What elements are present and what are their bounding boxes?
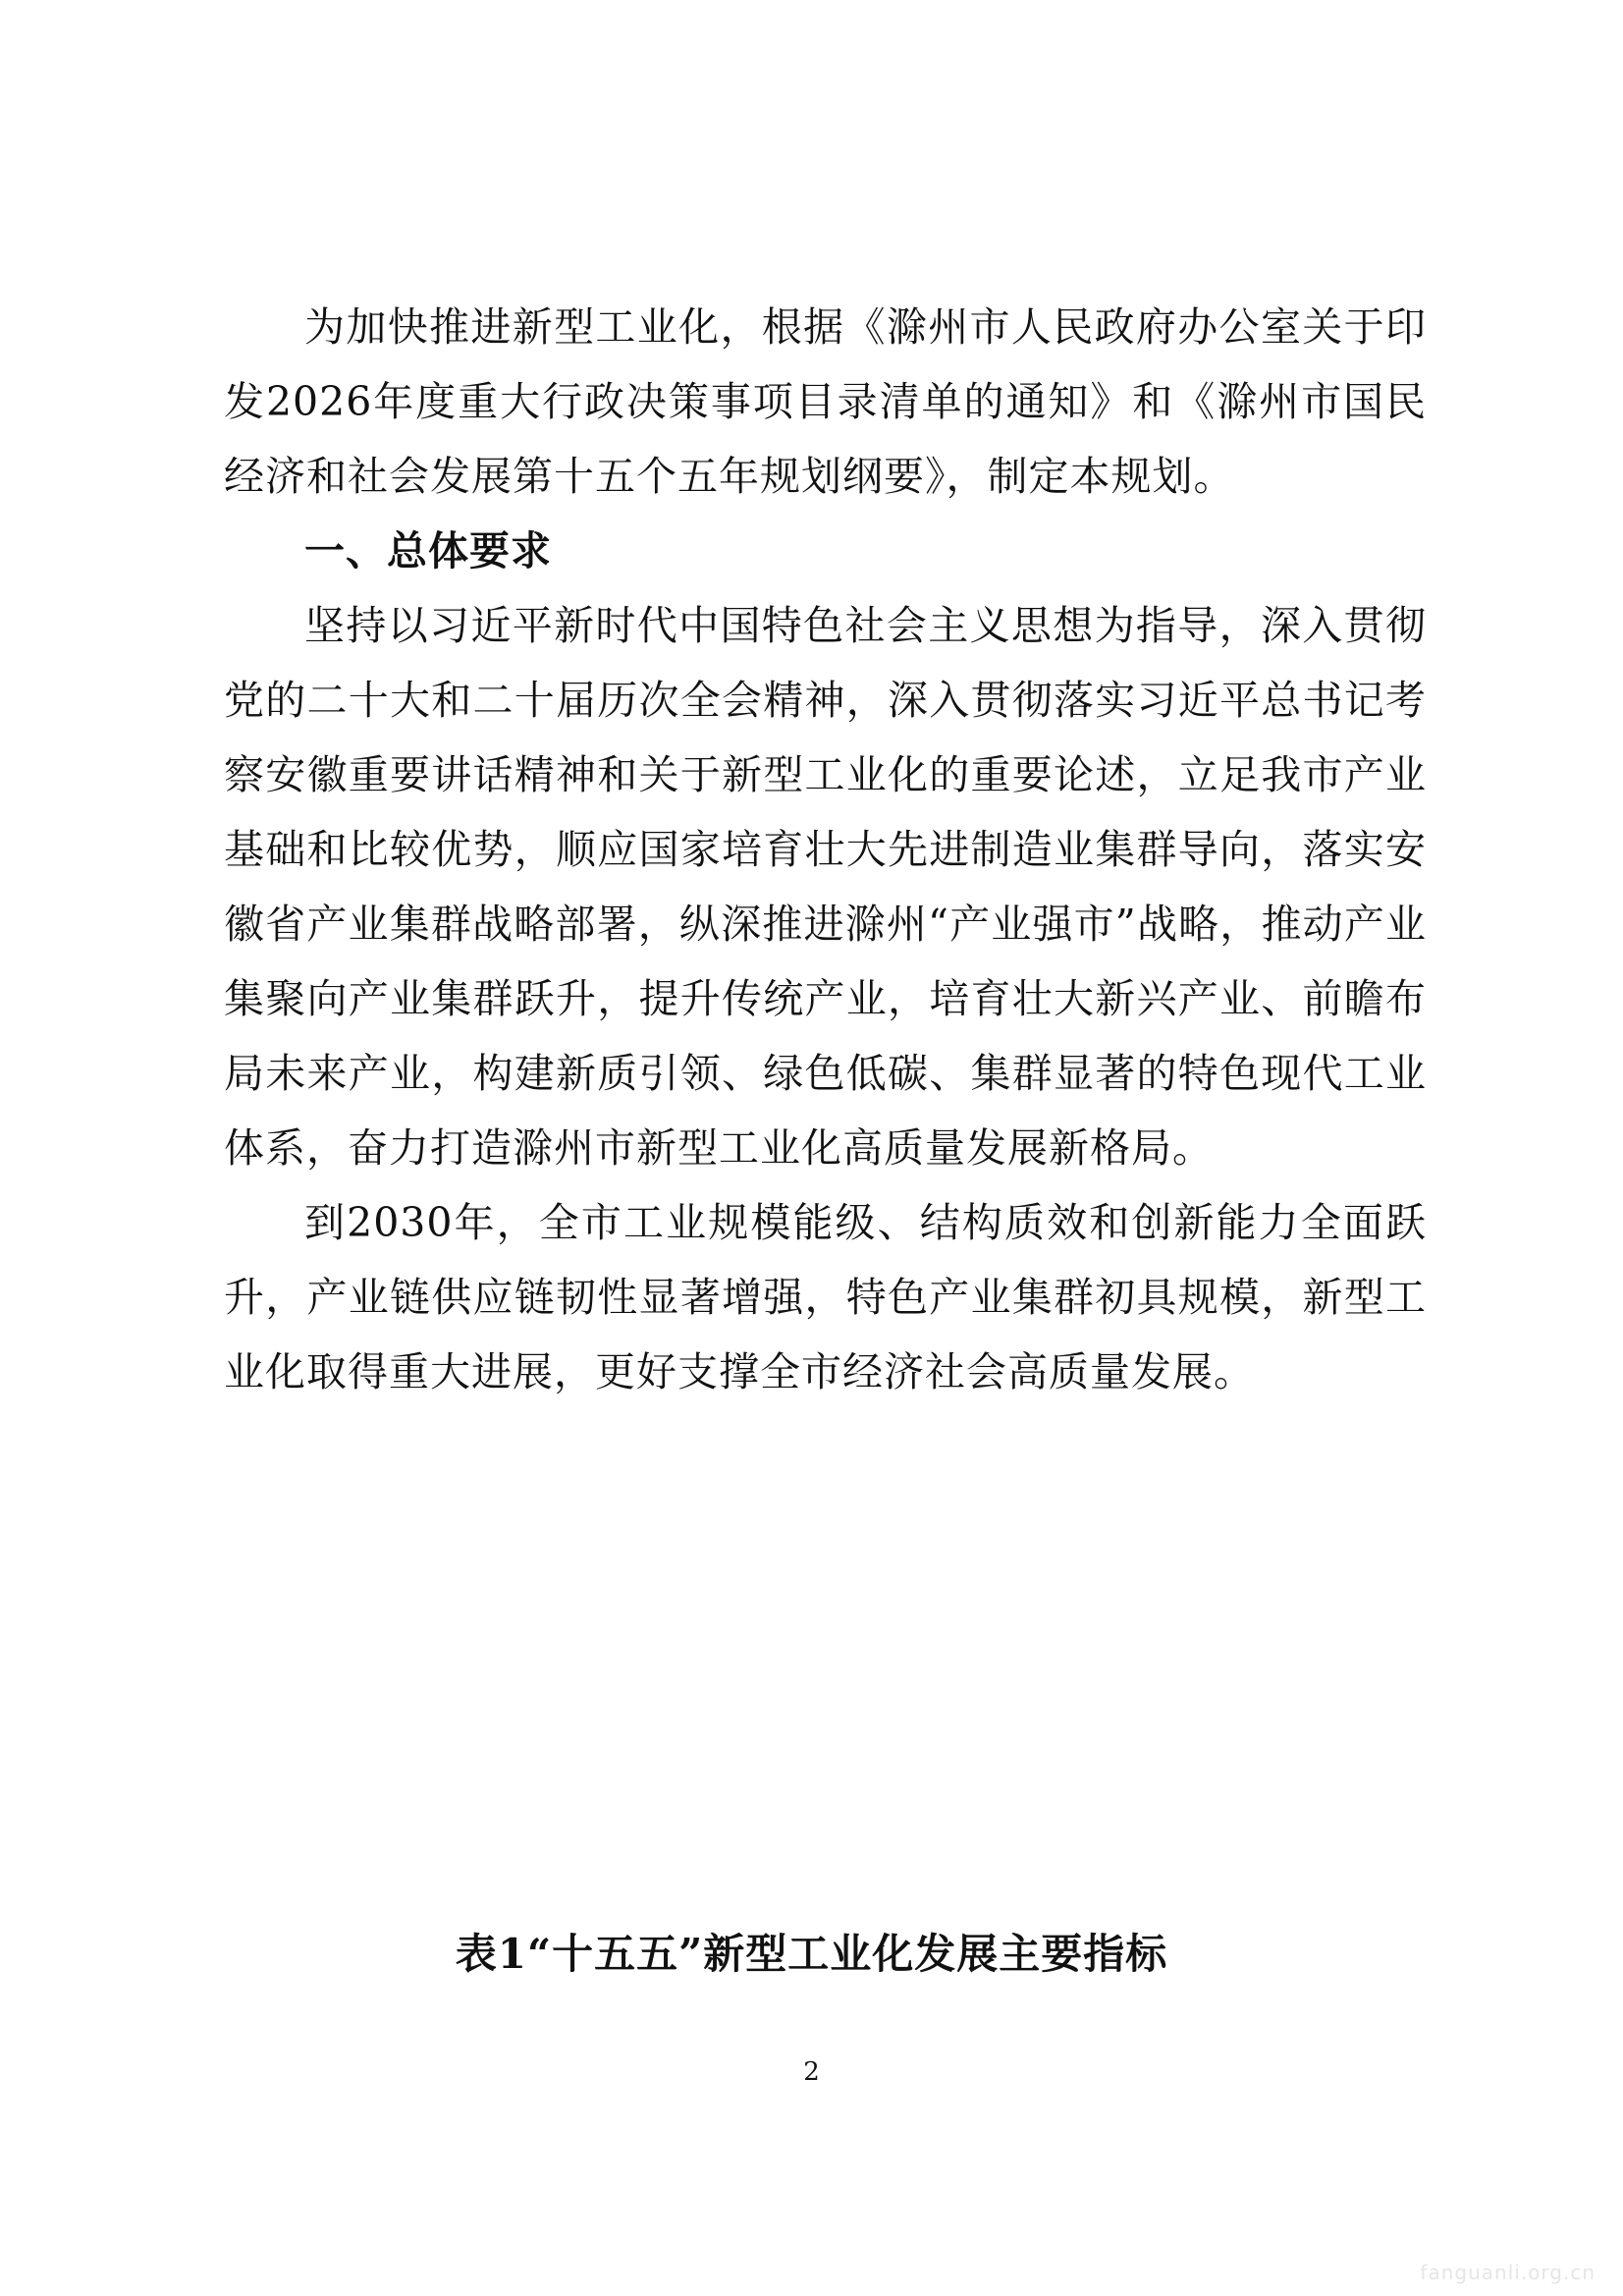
document-body <box>224 290 1427 1409</box>
guiding-principle-paragraph: 坚持以习近平新时代中国特色社会主义思想为指导，深入贯彻党的二十大和二十届历次全会精神，深入贯彻落实习近平总书记考察安徽重要讲话精神和关于新型工业化的重要论述，立足我市产业基础和比较优势，顺应国家培育壮大先进制造业集群导向，落实安徽省产业集群战略部署，纵深推进滁州“产业强市”战略，推动产业集聚向产业集群跃升，提升传统产业，培育壮大新兴产业、前瞻布局未来产业，构建新质引领、绿色低碳、集群显著的特色现代工业体系，奋力打造滁州市新型工业化高质量发展新格局。 <box>224 602 1427 1172</box>
page-number: 2 <box>803 2057 820 2087</box>
goal-paragraph: 到2030年，全市工业规模能级、结构质效和创新能力全面跃升，产业链供应链韧性显著增强，特色产业集群初具规模，新型工业化取得重大进展，更好支撑全市经济社会高质量发展。 <box>224 1199 1427 1395</box>
watermark-text: fanguanli.org.cn <box>1420 2261 1596 2284</box>
intro-paragraph: 为加快推进新型工业化，根据《滁州市人民政府办公室关于印发2026年度重大行政决策事项目录清单的通知》和《滁州市国民经济和社会发展第十五个五年规划纲要》，制定本规划。 <box>224 303 1427 500</box>
table-title: 表1“十五五”新型工业化发展主要指标 <box>455 1930 1168 1978</box>
section-heading: 一、总体要求 <box>304 527 552 574</box>
